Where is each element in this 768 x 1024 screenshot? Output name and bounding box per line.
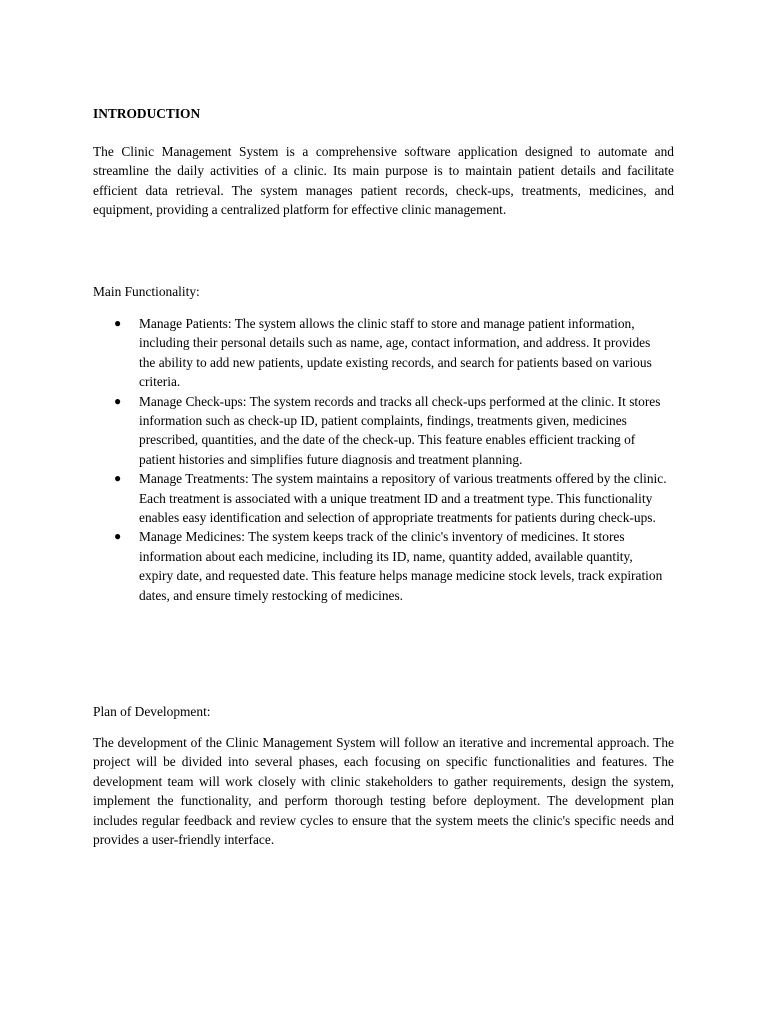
functionality-list [93,314,674,605]
list-item-text: Manage Medicines: The system keeps track of the clinic's inventory of medicines. It stores information about each medicine, including its ID, name, quantity added, available quantity, expiry date, and requested date. This feature helps manage medicine stock levels, track expiration dates, and ensure timely restocking of medicines. [139,529,663,603]
list-item [93,527,674,605]
plan-paragraph: The development of the Clinic Management System will follow an iterative and incremental approach. The project will be divided into several phases, each focusing on specific functionalities and features. The development team will work closely with clinic stakeholders to gather requirements, design the system, implement the functionality, and perform thorough testing before deployment. The development plan includes regular feedback and review cycles to ensure that the system meets the clinic's specific needs and provides a user-friendly interface. [93,735,674,848]
list-item-text: Manage Check-ups: The system records and tracks all check-ups performed at the clinic. It stores information such as check-up ID, patient complaints, findings, treatments given, medicines prescribed, quantities, and the date of the check-up. This feature enables efficient tracking of patient histories and simplifies future diagnosis and treatment planning. [139,393,661,467]
page-heading: INTRODUCTION [93,106,201,121]
bullet-icon: ● [114,529,122,544]
functionality-label: Main Functionality: [93,284,200,299]
list-item [93,469,674,527]
plan-label: Plan of Development: [93,704,211,719]
list-item [93,314,674,392]
bullet-icon: ● [114,316,122,330]
intro-paragraph: The Clinic Management System is a comprehensive software application designed to automate and streamline the daily activities of a clinic. Its main purpose is to maintain patient details and facilitate efficient data retrieval. The system manages patient records, check-ups, treatments, medicines, and equipment, providing a centralized platform for effective clinic management. [93,144,674,218]
list-item-text: Manage Patients: The system allows the clinic staff to store and manage patient information, including their personal details such as name, age, contact information, and address. It provides the ability to add new patients, update existing records, and search for patients based on various criteria. [139,316,652,390]
list-item-text: Manage Treatments: The system maintains a repository of various treatments offered by the clinic. Each treatment is associated with a unique treatment ID and a treatment type. This functionality enables easy identification and selection of appropriate treatments for patients during check-ups. [139,471,667,526]
list-item [93,392,674,470]
bullet-icon: ● [114,393,122,408]
bullet-icon: ● [114,471,122,486]
